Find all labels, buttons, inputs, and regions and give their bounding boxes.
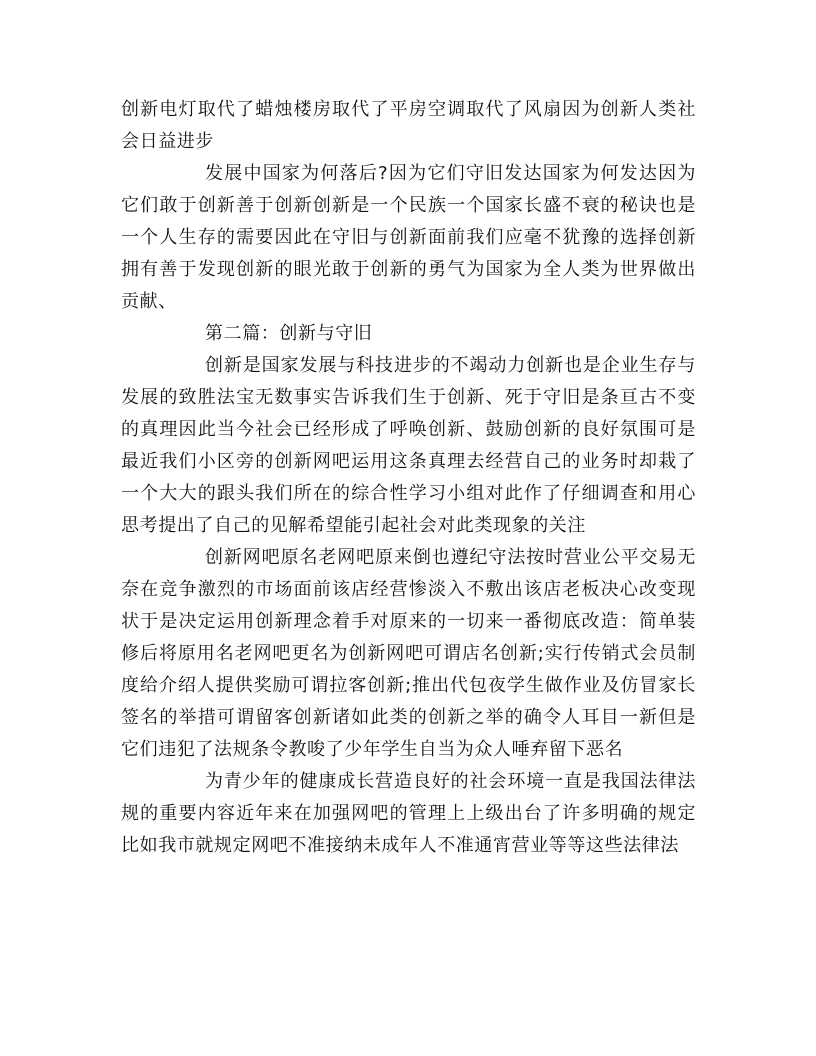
section-heading: 第二篇：创新与守旧 <box>205 323 373 344</box>
paragraph-4: 创新网吧原名老网吧原来倒也遵纪守法按时营业公平交易无奈在竞争激烈的市场面前该店经营惨淡入不敷出该店老板决心改变现状于是决定运用创新理念着手对原来的一切来一番彻底改造：简单装修后将原用名老网吧更名为创新网吧可谓店名创新;实行传销式会员制度给介绍人提供奖励可谓拉客创新;推出代包夜学生做作业及仿冒家长签名的举措可谓留客创新诸如此类的创新之举的确令人耳目一新但是它们违犯了法规条令教唆了少年学生自当为众人唾弃留下恶名 <box>121 547 696 760</box>
paragraph-3: 创新是国家发展与科技进步的不竭动力创新也是企业生存与发展的致胜法宝无数事实告诉我们生于创新、死于守旧是条亘古不变的真理因此当今社会已经形成了呼唤创新、鼓励创新的良好氛围可是最近我们小区旁的创新网吧运用这条真理去经营自己的业务时却栽了一个大大的跟头我们所在的综合性学习小组对此作了仔细调查和用心思考提出了自己的见解希望能引起社会对此类现象的关注 <box>121 355 696 536</box>
paragraph-5: 为青少年的健康成长营造良好的社会环境一直是我国法律法规的重要内容近年来在加强网吧的管理上上级出台了许多明确的规定比如我市就规定网吧不准接纳未成年人不准通宵营业等等这些法律法 <box>121 771 696 856</box>
paragraph-1: 创新电灯取代了蜡烛楼房取代了平房空调取代了风扇因为创新人类社会日益进步 <box>121 99 696 152</box>
document-body <box>121 94 696 862</box>
paragraph-2: 发展中国家为何落后?因为它们守旧发达国家为何发达因为它们敢于创新善于创新创新是一个民族一个国家长盛不衰的秘诀也是一个人生存的需要因此在守旧与创新面前我们应毫不犹豫的选择创新拥有善于发现创新的眼光敢于创新的勇气为国家为全人类为世界做出贡献、 <box>121 163 696 312</box>
